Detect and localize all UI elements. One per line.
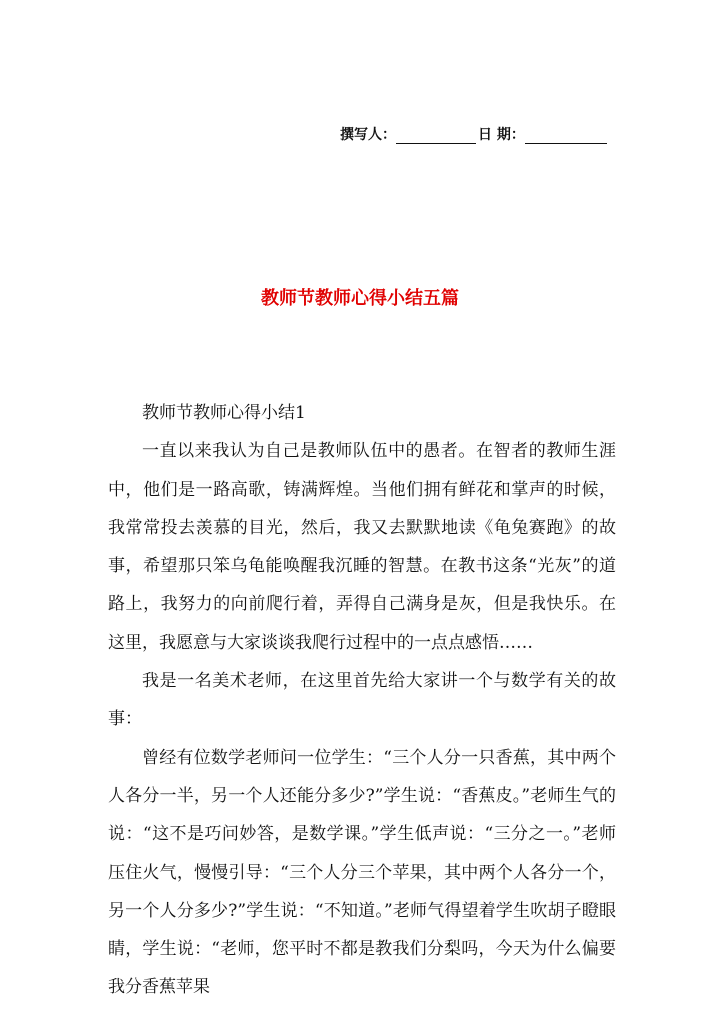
date-blank	[525, 129, 607, 144]
document-body	[108, 394, 616, 1007]
section-heading: 教师节教师心得小结1	[142, 403, 306, 423]
author-label: 撰写人：	[340, 127, 396, 143]
paragraph-3: 曾经有位数学老师问一位学生：“三个人分一只香蕉，其中两个人各分一半，另一个人还能分多少?”学生说：“香蕉皮。”老师生气的说：“这不是巧问妙答，是数学课。”学生低声说：“三分之一。”老师压住火气，慢慢引导：“三个人分三个苹果，其中两个人各分一个，另一个人分多少?”学生说：“不知道。”老师气得望着学生吹胡子瞪眼睛，学生说：“老师，您平时不都是教我们分梨吗，今天为什么偏要我分香蕉苹果	[108, 747, 616, 998]
date-label: 日 期：	[478, 127, 525, 143]
document-title: 教师节教师心得小结五篇	[261, 288, 459, 309]
paragraph-1: 一直以来我认为自己是教师队伍中的愚者。在智者的教师生涯中，他们是一路高歌，铸满辉煌。当他们拥有鲜花和掌声的时候，我常常投去羡慕的目光，然后，我又去默默地读《龟兔赛跑》的故事，希望那只笨乌龟能唤醒我沉睡的智慧。在教书这条“光灰”的道路上，我努力的向前爬行着，弄得自己满身是灰，但是我快乐。在这里，我愿意与大家谈谈我爬行过程中的一点点感悟……	[108, 441, 616, 653]
paragraph-2: 我是一名美术老师，在这里首先给大家讲一个与数学有关的故事：	[108, 671, 616, 730]
author-blank	[396, 129, 476, 144]
author-date-line	[340, 124, 607, 144]
